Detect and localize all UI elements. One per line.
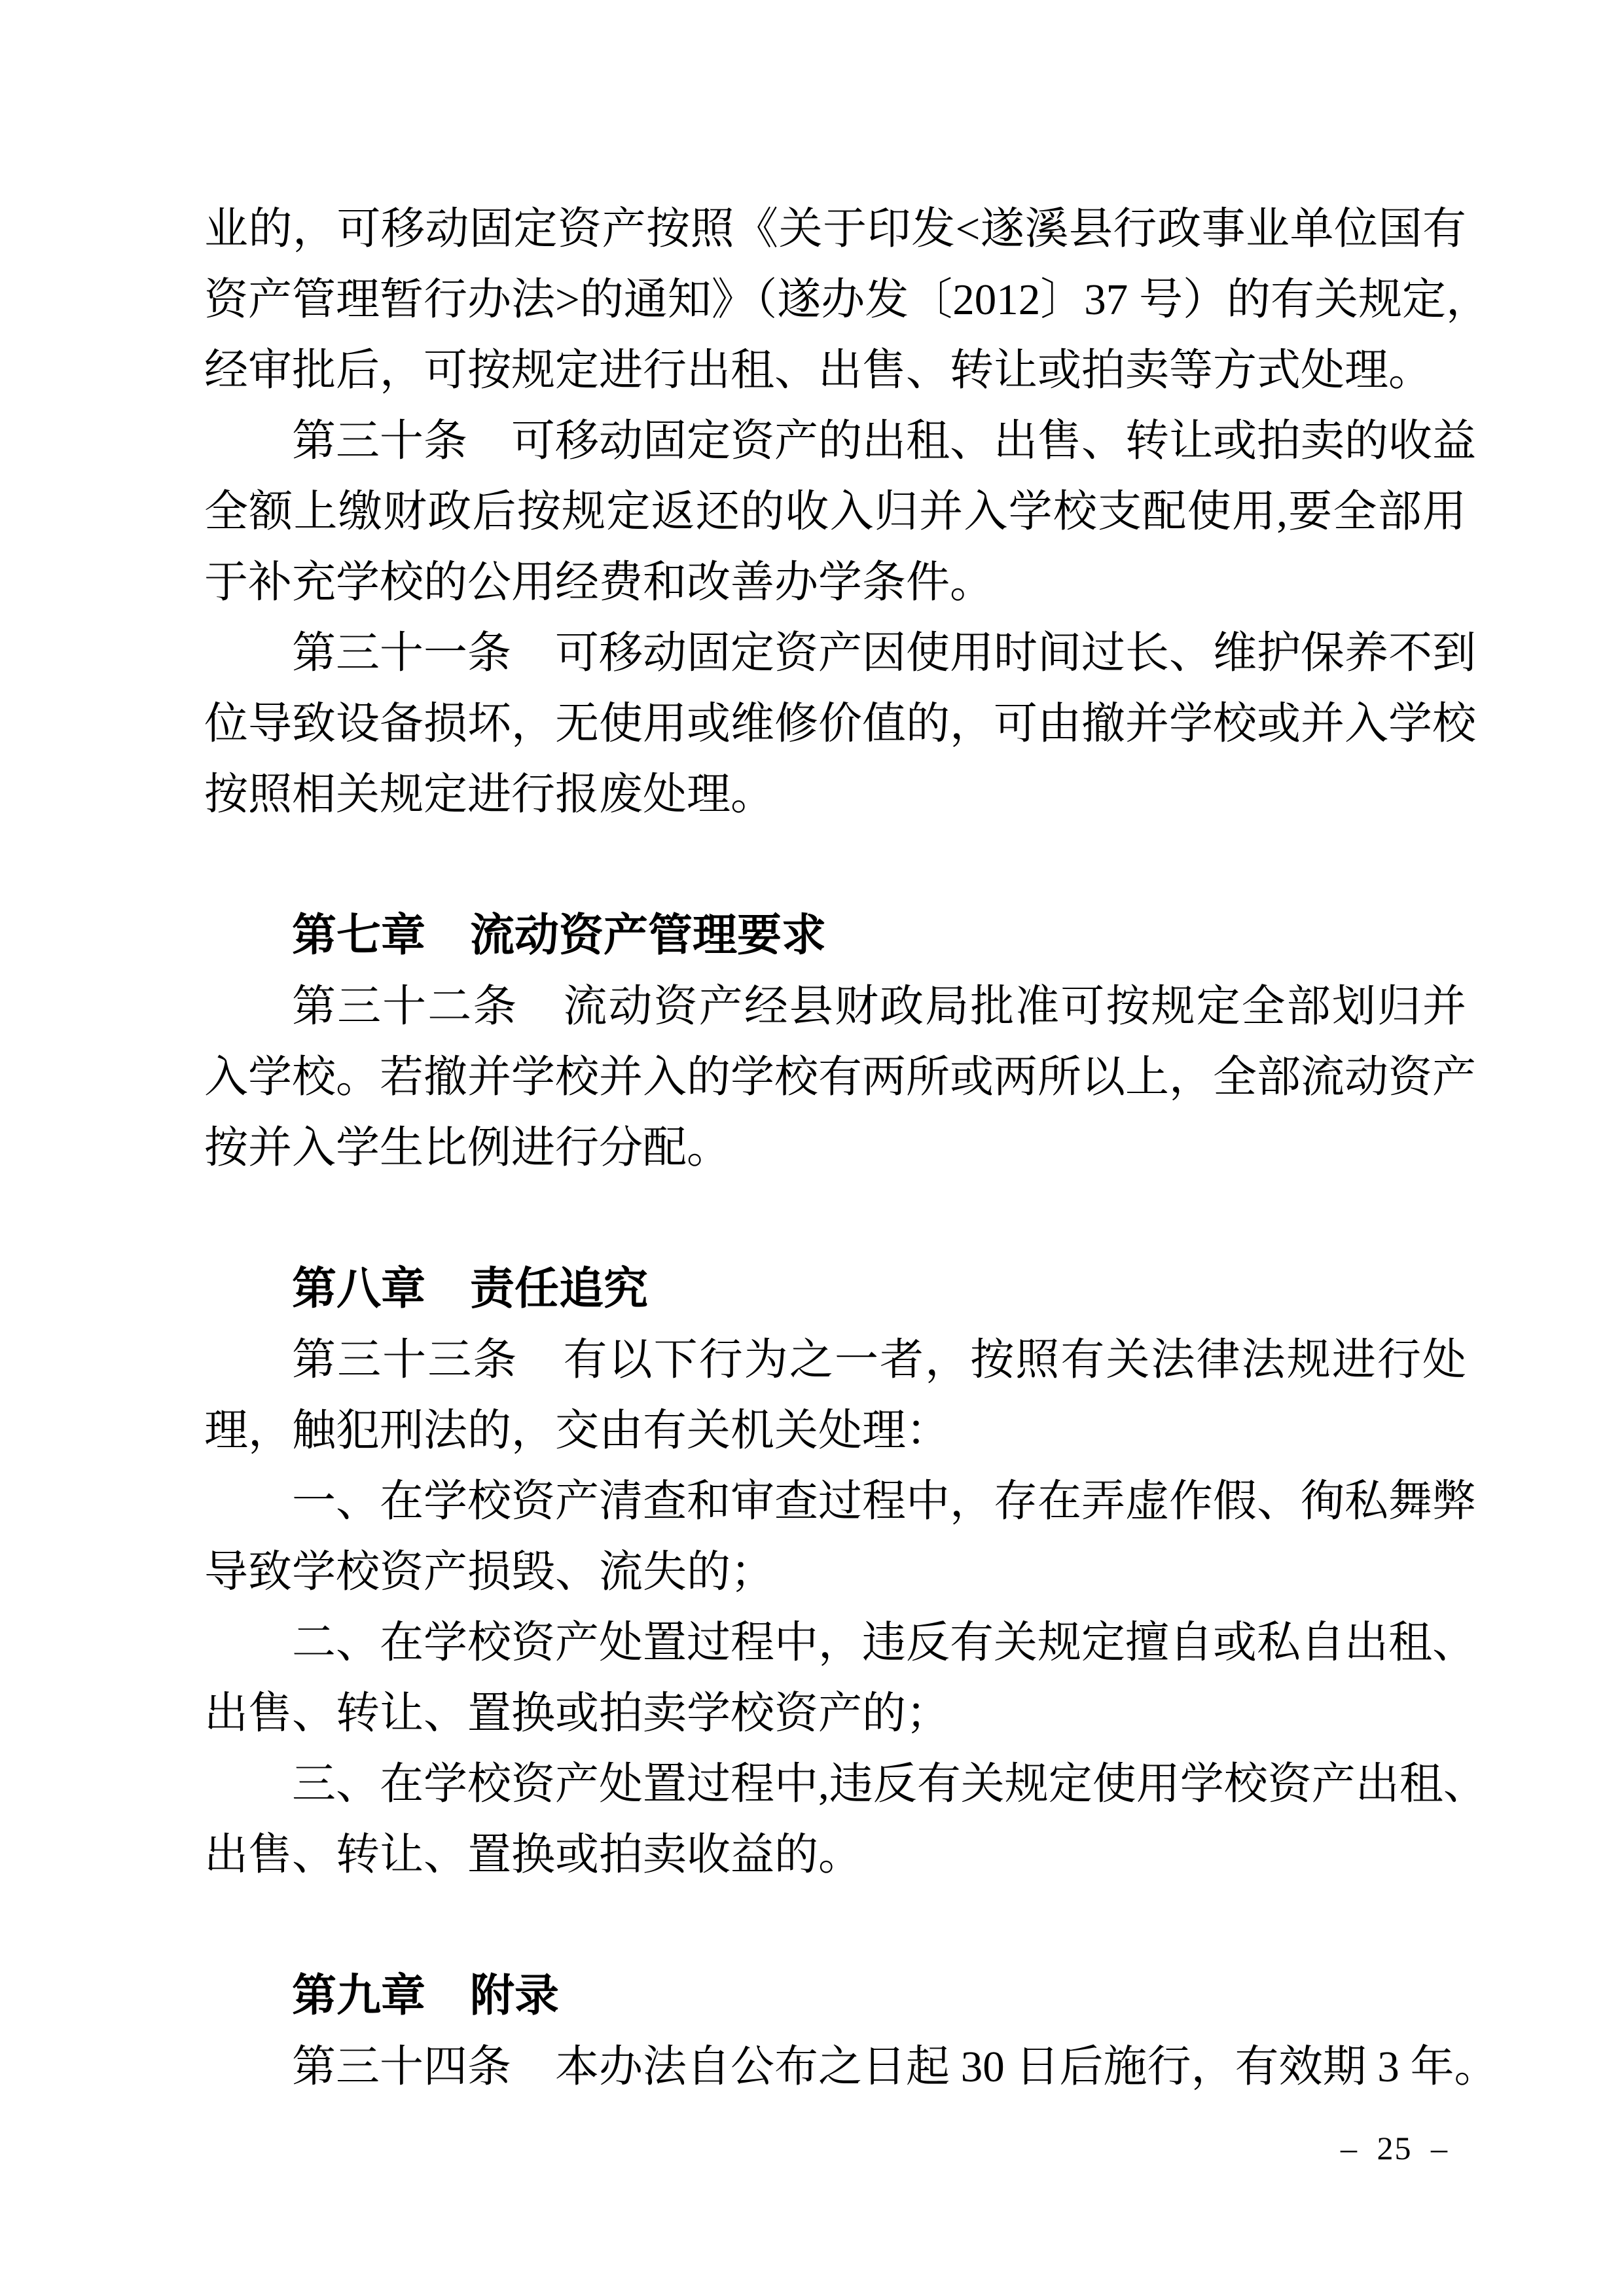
paragraph xyxy=(204,194,1490,406)
text-line: 导致学校资产损毁、流失的； xyxy=(204,1548,774,1596)
text-line: 入学校。若撤并学校并入的学校有两所或两所以上，全部流动资产 xyxy=(204,1053,1476,1102)
text-line: 业的，可移动固定资产按照《关于印发<遂溪县行政事业单位国有 xyxy=(204,205,1466,253)
paragraph xyxy=(204,2032,1498,2102)
text-line: 于补充学校的公用经费和改善办学条件。 xyxy=(204,558,994,607)
chapter-heading: 第八章 责任追究 xyxy=(292,1263,649,1315)
text-line: 第三十三条 有以下行为之一者，按照有关法律法规进行处 xyxy=(292,1336,1466,1384)
text-line: 三、在学校资产处置过程中,违反有关规定使用学校资产出租、 xyxy=(292,1760,1487,1808)
text-line: 按照相关规定进行报废处理。 xyxy=(204,770,774,819)
document-body xyxy=(204,194,1498,2102)
paragraph xyxy=(204,1466,1476,1607)
text-line: 第三十四条 本办法自公布之日起 30 日后施行，有效期 3 年。 xyxy=(292,2043,1498,2091)
text-line: 出售、转让、置换或拍卖学校资产的； xyxy=(204,1689,950,1738)
paragraph xyxy=(204,1607,1476,1749)
chapter-heading: 第九章 附录 xyxy=(292,1970,560,2022)
text-line: 理，触犯刑法的，交由有关机关处理： xyxy=(204,1407,950,1455)
text-line: 第三十条 可移动固定资产的出租、出售、转让或拍卖的收益 xyxy=(292,417,1476,465)
paragraph xyxy=(204,971,1476,1183)
paragraph xyxy=(204,406,1476,618)
text-line: 经审批后，可按规定进行出租、出售、转让或拍卖等方式处理。 xyxy=(204,346,1432,395)
text-line: 位导致设备损坏，无使用或维修价值的，可由撤并学校或并入学校 xyxy=(204,700,1476,748)
page-number: – 25 – xyxy=(1341,2130,1449,2166)
text-line: 全额上缴财政后按规定返还的收入归并入学校支配使用,要全部用 xyxy=(204,488,1466,536)
text-line: 出售、转让、置换或拍卖收益的。 xyxy=(204,1831,862,1879)
paragraph xyxy=(204,1749,1487,1890)
text-line: 资产管理暂行办法>的通知》（遂办发〔2012〕37 号）的有关规定， xyxy=(204,276,1490,324)
paragraph xyxy=(204,1325,1466,1466)
paragraph xyxy=(204,618,1476,830)
text-line: 第三十一条 可移动固定资产因使用时间过长、维护保养不到 xyxy=(292,629,1476,677)
text-line: 二、在学校资产处置过程中，违反有关规定擅自或私自出租、 xyxy=(292,1619,1476,1667)
chapter-heading: 第七章 流动资产管理要求 xyxy=(292,910,827,961)
text-line: 第三十二条 流动资产经县财政局批准可按规定全部划归并 xyxy=(292,982,1466,1031)
text-line: 一、在学校资产清查和审查过程中，存在弄虚作假、徇私舞弊 xyxy=(292,1477,1476,1526)
text-line: 按并入学生比例进行分配。 xyxy=(204,1124,731,1172)
